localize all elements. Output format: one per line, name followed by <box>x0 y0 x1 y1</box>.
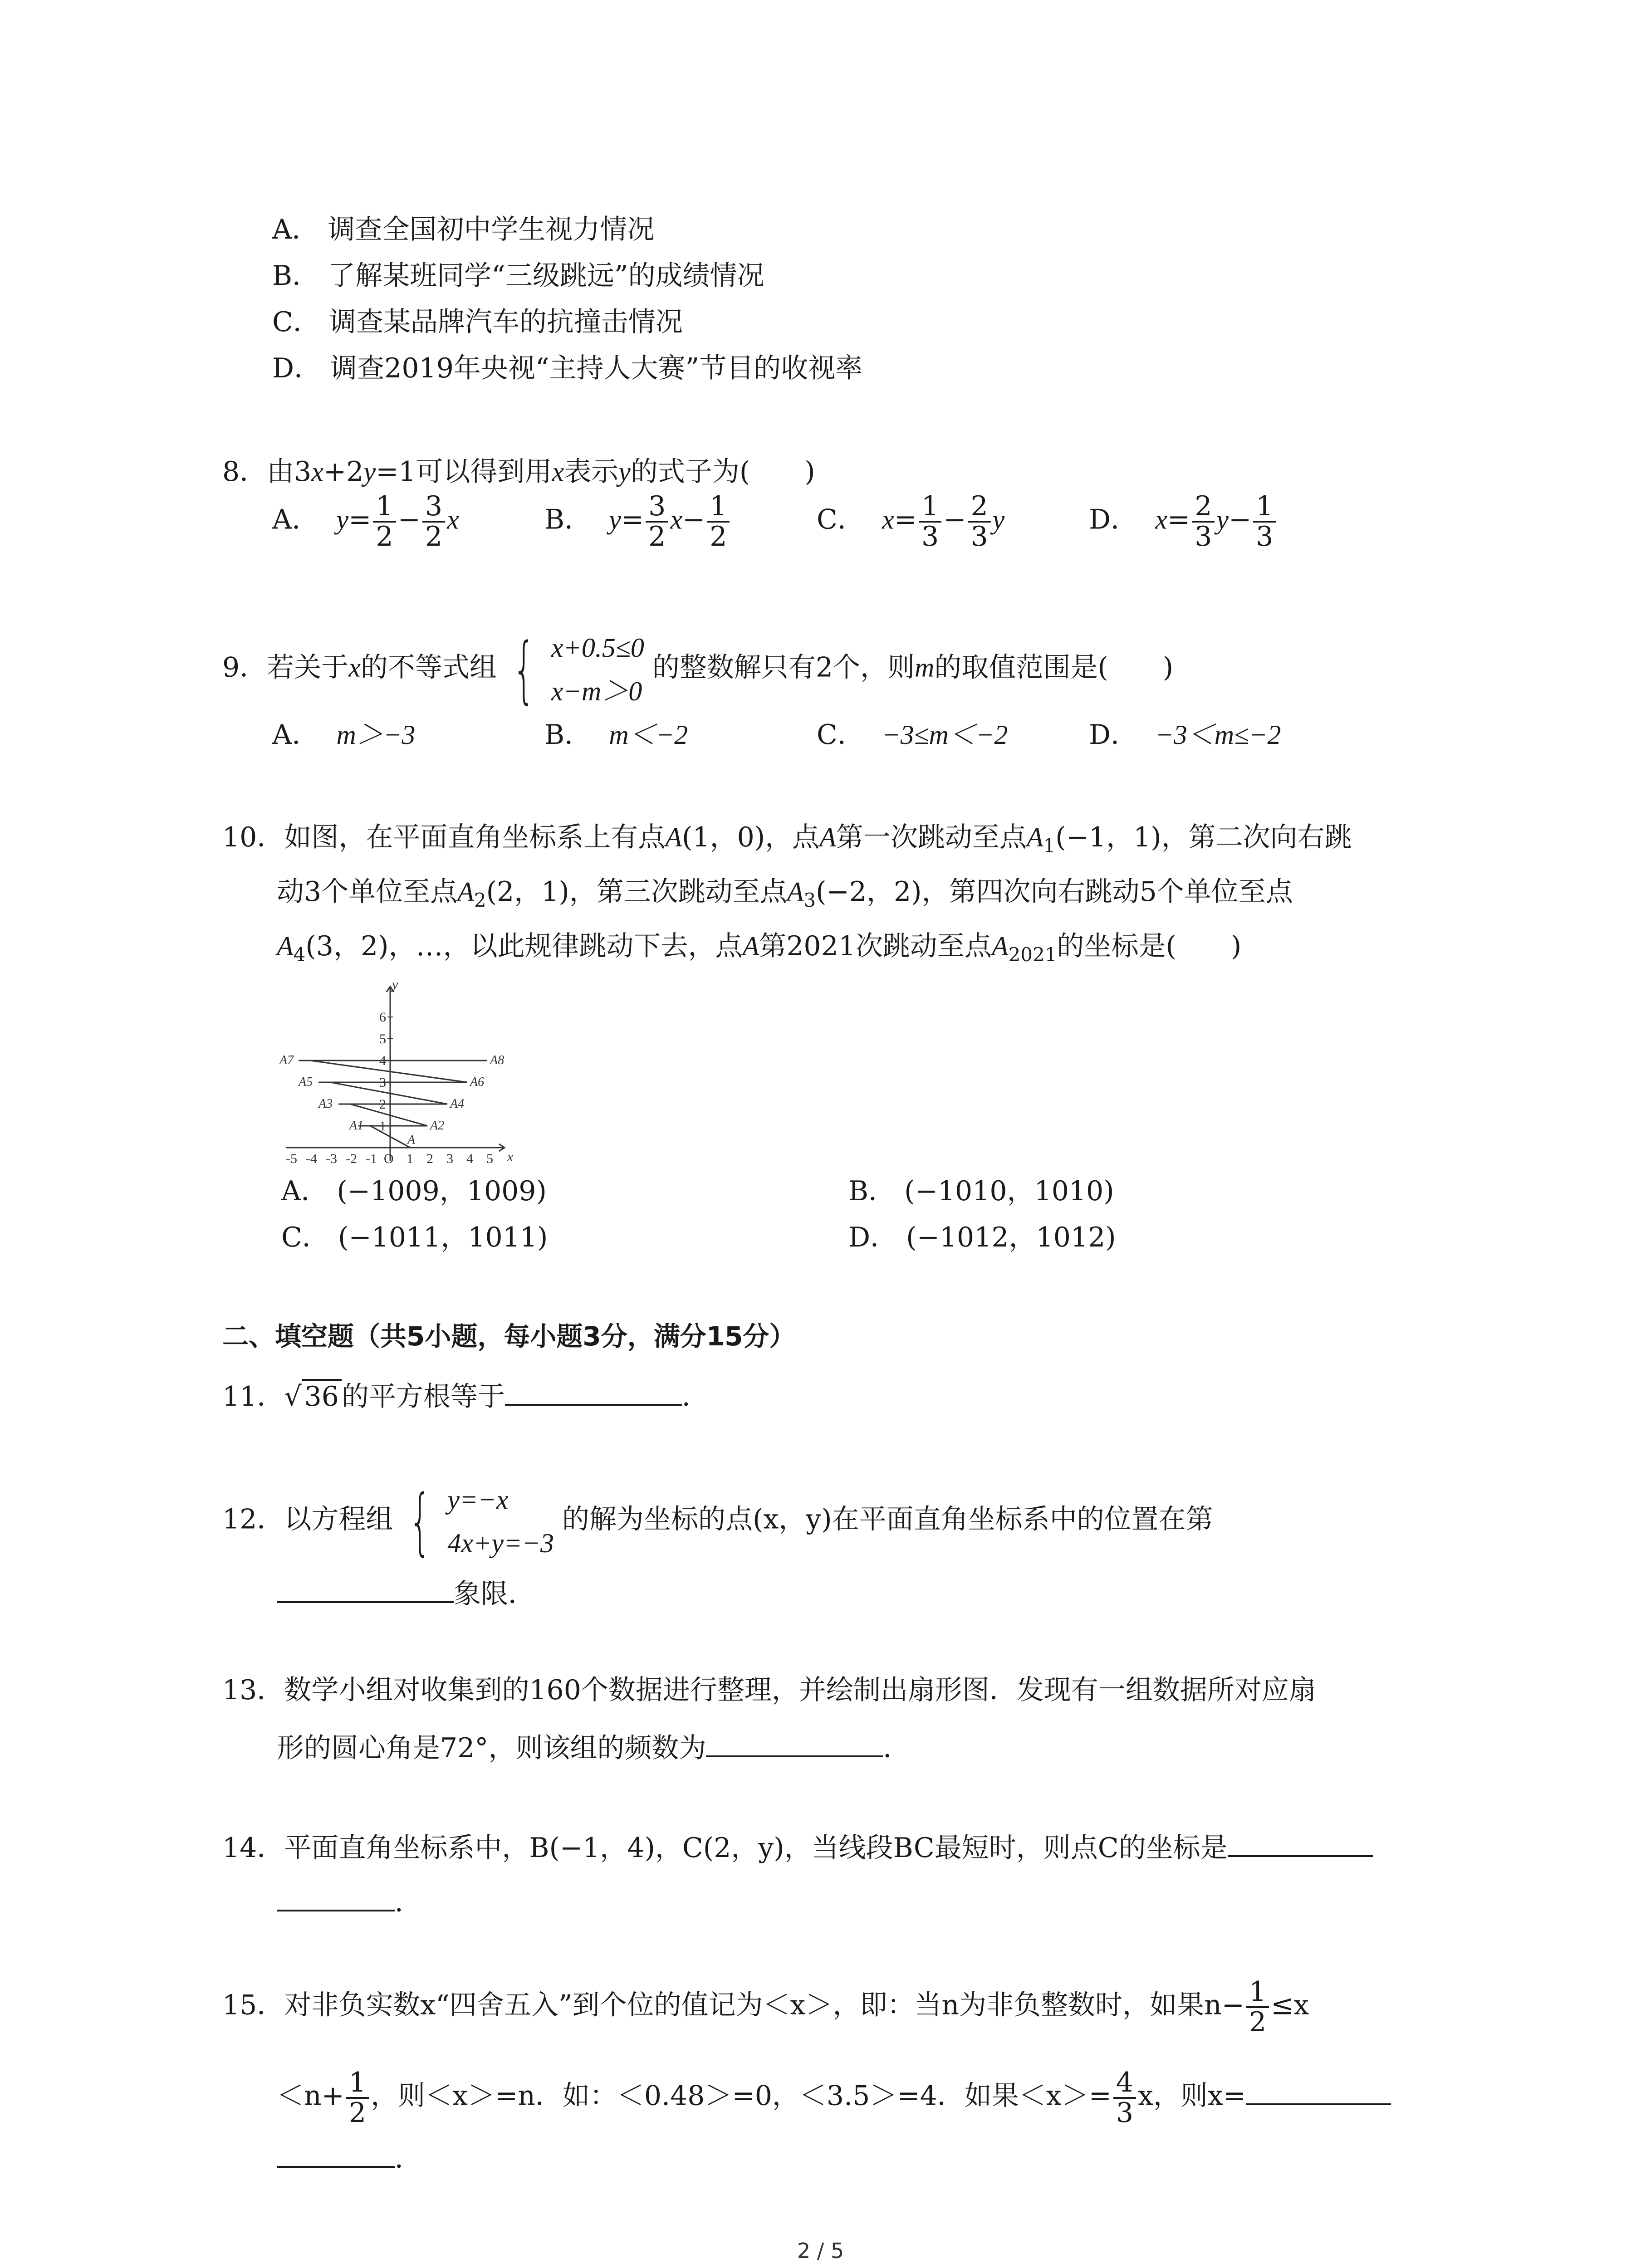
fig-y-tick-6: 6 <box>379 1010 386 1025</box>
fig-point-a1: A1 <box>349 1119 364 1133</box>
fig-x-tick-m4: -4 <box>306 1151 317 1166</box>
fig-y-tick-4: 4 <box>379 1053 386 1068</box>
q8-option-b: B． y= $\frac{3}{2}$ x− $\frac{1}{2}$ <box>544 492 731 551</box>
q13-answer-blank[interactable] <box>706 1728 883 1757</box>
fig-point-a2: A2 <box>430 1119 445 1133</box>
q13-line2: 形的圆心角是72°，则该组的频数为 ． <box>277 1728 910 1765</box>
fig-x-tick-5: 5 <box>486 1151 493 1166</box>
jump-a4-a5 <box>330 1082 447 1104</box>
q10-coordinate-figure <box>277 980 531 1170</box>
q7-option-d: D． 调查2019年央视“主持人大赛”节目的收视率 <box>272 352 863 384</box>
brace-icon: { <box>512 627 536 712</box>
q10-option-a: A． (−1009，1009) <box>281 1175 547 1207</box>
q9-option-d: D． −3＜m≤−2 <box>1089 719 1281 751</box>
q10-option-b: B． (−1010，1010) <box>848 1175 1114 1207</box>
q15-line3: ． <box>277 2139 422 2175</box>
q10-line3: $A_4(3$，2)，…，以此规律跳动下去，点A第2021次跳动至点$A_{2021}$的坐标是( ) <box>277 930 1242 966</box>
sqrt-symbol: √ 36 <box>284 1380 342 1413</box>
fig-x-tick-origin: O <box>384 1151 394 1166</box>
q11-answer-blank[interactable] <box>505 1377 682 1406</box>
q14-line1: 14．平面直角坐标系中，B(−1，4)，C(2，y)，当线段BC最短时，则点C的坐标是 <box>222 1828 1373 1864</box>
fig-x-tick-m5: -5 <box>286 1151 297 1166</box>
q15-answer-blank-cont <box>277 2139 395 2168</box>
q10-option-c: C． (−1011，1011) <box>281 1222 548 1253</box>
fig-x-tick-1: 1 <box>407 1151 413 1166</box>
q9-system: x+0.5≤0 x−m＞0 <box>551 633 644 706</box>
q9-stem: 9．若关于x的不等式组 { x+0.5≤0 x−m＞0 的整数解只有2个，则m的取值范围是( ) <box>222 626 1173 713</box>
q10-line1: 10．如图，在平面直角坐标系上有点A(1，0)，点A第一次跳动至点$A_1(-1$，1)，第二次向右跳 <box>222 821 1352 857</box>
fig-point-a6: A6 <box>470 1075 485 1089</box>
q7-option-c: C． 调查某品牌汽车的抗撞击情况 <box>272 306 683 338</box>
q12-line2: 象限． <box>277 1574 535 1610</box>
section-heading: 二、填空题（共5小题，每小题3分，满分15分） <box>222 1321 796 1352</box>
q10-line2: 动3个单位至点$A_2(2$，1)，第三次跳动至点$A_3(-2$，2)，第四次向右跳动5个单位至点 <box>277 876 1293 911</box>
q14-line2: ． <box>277 1882 422 1919</box>
q8-stem: 8．由3x+2y=1可以得到用x表示y的式子为( ) <box>222 456 815 488</box>
q8-option-d: D． x= $\frac{2}{3}$ y− $\frac{1}{3}$ <box>1089 492 1278 551</box>
q9-option-a: A． m＞−3 <box>272 719 416 751</box>
fig-x-tick-3: 3 <box>446 1151 453 1166</box>
q12-stem: 12．以方程组 { y=−x 4x+y=−3 的解为坐标的点(x，y)在平面直角坐标系中的位置在第 <box>222 1478 1213 1565</box>
brace-icon: { <box>408 1479 432 1564</box>
q15-line1: 15．对非负实数x“四舍五入”到个位的值记为＜x＞，即：当n为非负整数时，如果n− $\frac{1}{2}$ ≤x <box>222 1976 1309 2038</box>
q11: 11．√ 36 的平方根等于 ． <box>222 1377 709 1413</box>
fig-y-tick-5: 5 <box>379 1031 386 1046</box>
fig-y-tick-3: 3 <box>379 1075 386 1090</box>
fig-x-label: x <box>507 1149 514 1164</box>
q8-option-c: C． x= $\frac{1}{3}$ − $\frac{2}{3}$ y <box>817 490 1005 552</box>
q8-option-a: A． y= $\frac{1}{2}$ − $\frac{3}{2}$ x <box>272 490 459 552</box>
fig-point-a5: A5 <box>299 1075 313 1089</box>
q14-answer-blank-cont <box>277 1882 395 1911</box>
page-number: 2 / 5 <box>797 2239 844 2263</box>
fig-x-tick-4: 4 <box>466 1151 473 1166</box>
q14-answer-blank[interactable] <box>1228 1828 1373 1857</box>
q9-option-c: C． −3≤m＜−2 <box>817 719 1008 751</box>
fig-point-a3: A3 <box>318 1097 333 1111</box>
fig-point-a7: A7 <box>279 1053 294 1067</box>
q13-line1: 13．数学小组对收集到的160个数据进行整理，并绘制出扇形图．发现有一组数据所对应扇 <box>222 1674 1316 1706</box>
q7-option-b: B． 了解某班同学“三级跳远”的成绩情况 <box>272 260 764 292</box>
fig-x-tick-2: 2 <box>426 1151 433 1166</box>
fig-y-tick-1: 1 <box>379 1119 386 1134</box>
fig-x-tick-m3: -3 <box>326 1151 337 1166</box>
q7-option-a: A． 调查全国初中学生视力情况 <box>272 214 655 245</box>
q12-system: y=−x 4x+y=−3 <box>447 1485 554 1558</box>
fig-x-tick-m1: -1 <box>366 1151 377 1166</box>
fig-point-a4: A4 <box>450 1097 465 1111</box>
fig-y-tick-2: 2 <box>379 1097 386 1112</box>
fig-x-tick-m2: -2 <box>346 1151 357 1166</box>
fig-point-a: A <box>407 1133 416 1147</box>
q9-option-b: B． m＜−2 <box>544 719 688 751</box>
fig-y-label: y <box>392 980 398 992</box>
q15-answer-blank[interactable] <box>1246 2076 1391 2105</box>
q10-option-d: D． (−1012，1012) <box>848 1222 1116 1253</box>
fig-point-a8: A8 <box>490 1053 505 1067</box>
q15-line2: ＜n+ $\frac{1}{2}$ ，则＜x＞=n．如：＜0.48＞=0，＜3.5＞=4．如果＜x＞= $\frac{4}{3}$ x，则x= <box>277 2068 1391 2127</box>
jump-a6-a7 <box>310 1061 467 1082</box>
q12-answer-blank[interactable] <box>277 1574 454 1603</box>
